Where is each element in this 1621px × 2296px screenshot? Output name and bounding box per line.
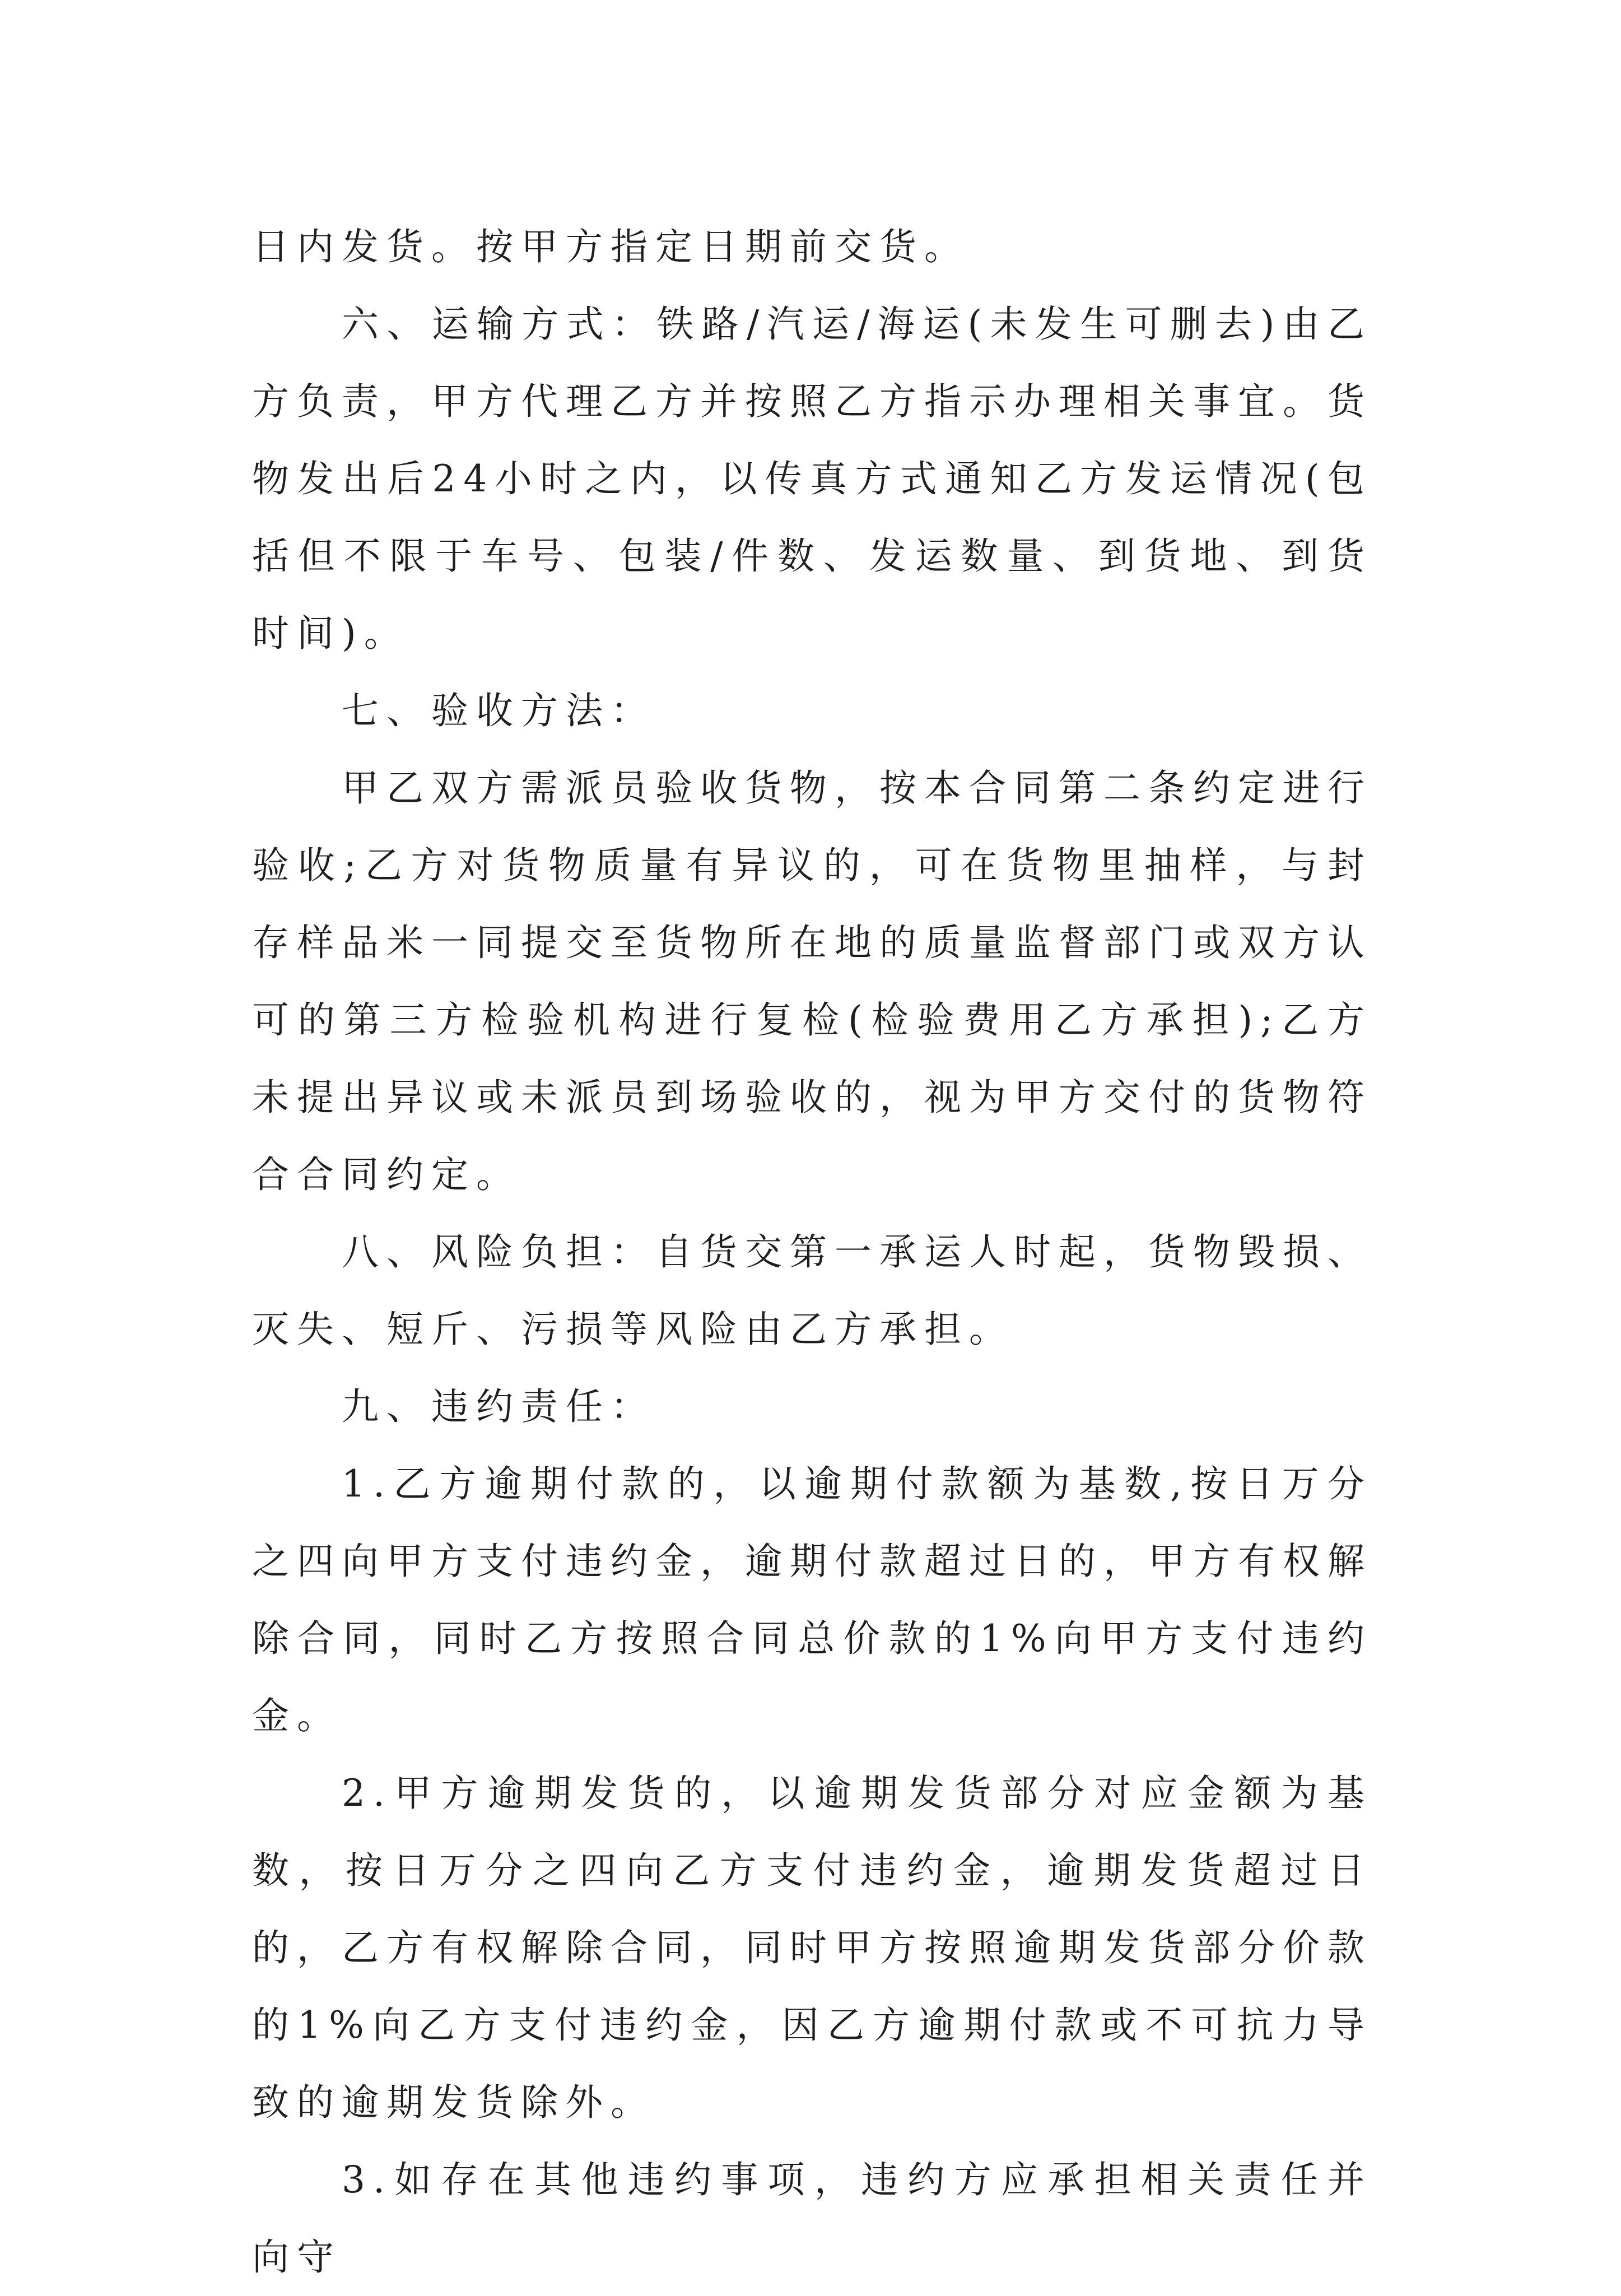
document-body	[252, 208, 1372, 2296]
paragraph-risk-bearing: 八、风险负担：自货交第一承运人时起，货物毁损、灭失、短斤、污损等风险由乙方承担。	[252, 1230, 1372, 1351]
paragraph-inspection-method: 甲乙双方需派员验收货物，按本合同第二条约定进行验收;乙方对货物质量有异议的，可在货物里抽样，与封存样品米一同提交至货物所在地的质量监督部门或双方认可的第三方检验机构进行复检(检验费用乙方承担);乙方未提出异议或未派员到场验收的，视为甲方交付的货物符合合同约定。	[252, 766, 1372, 1196]
paragraph-liability-item-3: 3.如存在其他违约事项，违约方应承担相关责任并向守	[252, 2158, 1372, 2279]
paragraph-liability-item-1: 1.乙方逾期付款的，以逾期付款额为基数,按日万分之四向甲方支付违约金，逾期付款超过日的，甲方有权解除合同，同时乙方按照合同总价款的1%向甲方支付违约金。	[252, 1462, 1372, 1737]
paragraph-delivery-continued: 日内发货。按甲方指定日期前交货。	[252, 225, 969, 268]
paragraph-liability-item-2: 2.甲方逾期发货的，以逾期发货部分对应金额为基数，按日万分之四向乙方支付违约金，逾期发货超过日的，乙方有权解除合同，同时甲方按照逾期发货部分价款的1%向乙方支付违约金，因乙方逾期付款或不可抗力导致的逾期发货除外。	[252, 1772, 1372, 2124]
paragraph-transport-method: 六、运输方式：铁路/汽运/海运(未发生可删去)由乙方负责，甲方代理乙方并按照乙方指示办理相关事宜。货物发出后24小时之内，以传真方式通知乙方发运情况(包括但不限于车号、包装/件数、发运数量、到货地、到货时间)。	[252, 303, 1372, 655]
paragraph-inspection-heading: 七、验收方法：	[342, 689, 655, 732]
paragraph-liability-heading: 九、违约责任：	[342, 1385, 655, 1428]
